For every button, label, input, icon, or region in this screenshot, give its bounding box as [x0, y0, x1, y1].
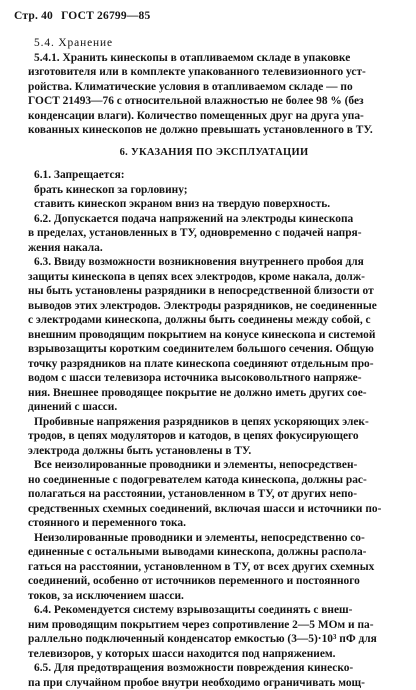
- text-line: раллельно подключенный конденсатор емкостью (3—5)·10³ пФ для: [28, 632, 400, 647]
- spacer: [28, 138, 400, 146]
- text-line: брать кинескоп за горловину;: [28, 183, 400, 198]
- text-line: выводов этих электродов. Электроды разрядников, не соединенные: [28, 299, 400, 314]
- text-line: ним проводящим покрытием через сопротивление 2—5 МОм и па-: [28, 618, 400, 633]
- text-line: средственных схемных соединений, включая шасси и источники по-: [28, 502, 400, 517]
- text-line: 6.5. Для предотвращения возможности повреждения кинеско-: [28, 661, 400, 676]
- text-line: телевизоров, у которых шасси находится под напряжением.: [28, 647, 400, 662]
- text-line: 6.1. Запрещается:: [28, 168, 400, 183]
- text-line: но соединенные с подогревателем катода кинескопа, должны рас-: [28, 473, 400, 488]
- text-line: ройства. Климатические условия в отапливаемом складе — по: [28, 80, 400, 95]
- text-line: с электродами кинескопа, должны быть соединены между собой, с: [28, 313, 400, 328]
- text-line: ния. Внешнее проводящее покрытие не должно иметь других сое-: [28, 386, 400, 401]
- text-line: соединений, особенно от источников переменного и постоянного: [28, 574, 400, 589]
- text-line: Все неизолированные проводники и элементы, непосредствен-: [28, 458, 400, 473]
- text-line: полагаться на расстоянии, установленном в ТУ, от других непо-: [28, 487, 400, 502]
- text-line: токов, за исключением шасси.: [28, 589, 400, 604]
- text-line: динений с шасси.: [28, 400, 400, 415]
- text-line: па при случайном пробое внутри необходимо ограничивать мощ-: [28, 676, 400, 690]
- text-line: кованных кинескопов не должно превышать установленного в ТУ.: [28, 123, 400, 138]
- text-line: 5.4. Хранение: [28, 36, 400, 51]
- text-line: единенные с остальными выводами кинескопа, должны распола-: [28, 545, 400, 560]
- text-line: ны быть установлены разрядники в непосредственной близости от: [28, 284, 400, 299]
- text-line: 6.4. Рекомендуется систему взрывозащиты соединять с внеш-: [28, 603, 400, 618]
- text-line: тродов, в цепях модуляторов и катодов, в цепях фокусирующего: [28, 429, 400, 444]
- text-line: точку разрядников на плате кинескопа соединяют отдельным про-: [28, 357, 400, 372]
- page-number: Стр. 40: [14, 10, 53, 22]
- text-line: защиты кинескопа в цепях всех электродов, кроме накала, долж-: [28, 270, 400, 285]
- text-line: водом с шасси телевизора источника высоковольтного напряже-: [28, 371, 400, 386]
- text-line: внешним проводящим покрытием на конусе кинескопа и системой: [28, 328, 400, 343]
- text-line: ставить кинескоп экраном вниз на твердую поверхность.: [28, 197, 400, 212]
- text-line: Неизолированные проводники и элементы, непосредственно со-: [28, 531, 400, 546]
- text-line: взрывозащиты коротким соединителем большого сечения. Общую: [28, 342, 400, 357]
- text-line: Пробивные напряжения разрядников в цепях ускоряющих элек-: [28, 415, 400, 430]
- text-line: электрода должны быть установлены в ТУ.: [28, 444, 400, 459]
- text-line: 6.2. Допускается подача напряжений на электроды кинескопа: [28, 212, 400, 227]
- spacer: [28, 160, 400, 168]
- standard-number: ГОСТ 26799—85: [61, 10, 150, 22]
- page-header: [14, 10, 155, 22]
- text-line: ГОСТ 21493—76 с относительной влажностью не более 98 % (без: [28, 94, 400, 109]
- text-line: конденсации влаги). Количество помещенных друг на друга упа-: [28, 109, 400, 124]
- text-line: гаться на расстоянии, установленном в ТУ, от всех других схемных: [28, 560, 400, 575]
- text-line: в пределах, установленных в ТУ, одновременно с подачей напря-: [28, 226, 400, 241]
- text-line: 5.4.1. Хранить кинескопы в отапливаемом складе в упаковке: [28, 51, 400, 66]
- document-body: [28, 36, 400, 690]
- text-line: 6.3. Ввиду возможности возникновения внутреннего пробоя для: [28, 255, 400, 270]
- section-heading: 6. УКАЗАНИЯ ПО ЭКСПЛУАТАЦИИ: [28, 146, 400, 161]
- text-line: жения накала.: [28, 241, 400, 256]
- text-line: изготовителя или в комплекте упакованного телевизионного уст-: [28, 65, 400, 80]
- text-line: стоянного и переменного тока.: [28, 516, 400, 531]
